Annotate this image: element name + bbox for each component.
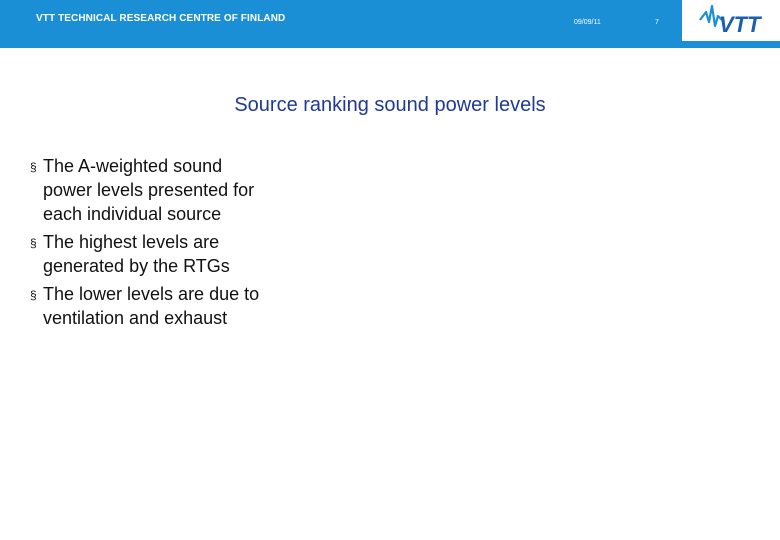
bullet-text: The highest levels are generated by the RTGs	[43, 232, 230, 276]
bullet-marker-icon: §	[30, 160, 37, 174]
vtt-logo-icon	[682, 0, 780, 41]
bullet-item	[30, 282, 260, 330]
vtt-logo	[682, 0, 780, 41]
bullet-item	[30, 154, 260, 226]
slide-title	[0, 94, 780, 117]
bullet-text: The lower levels are due to ventilation and exhaust	[43, 284, 260, 328]
bullet-marker-icon: §	[30, 236, 37, 250]
bullet-list	[30, 154, 260, 334]
svg-text:VTT: VTT	[719, 12, 761, 37]
header-bar	[0, 0, 780, 48]
slide-date: 09/09/11	[574, 19, 601, 26]
bullet-marker-icon: §	[30, 288, 37, 302]
bullet-item	[30, 230, 260, 278]
bullet-text: The A-weighted sound power levels presented for each individual source	[43, 156, 255, 224]
organization-name: VTT TECHNICAL RESEARCH CENTRE OF FINLAND	[36, 13, 286, 24]
page-number: 7	[655, 19, 659, 26]
slide-title-text: Source ranking sound power levels	[234, 94, 546, 116]
